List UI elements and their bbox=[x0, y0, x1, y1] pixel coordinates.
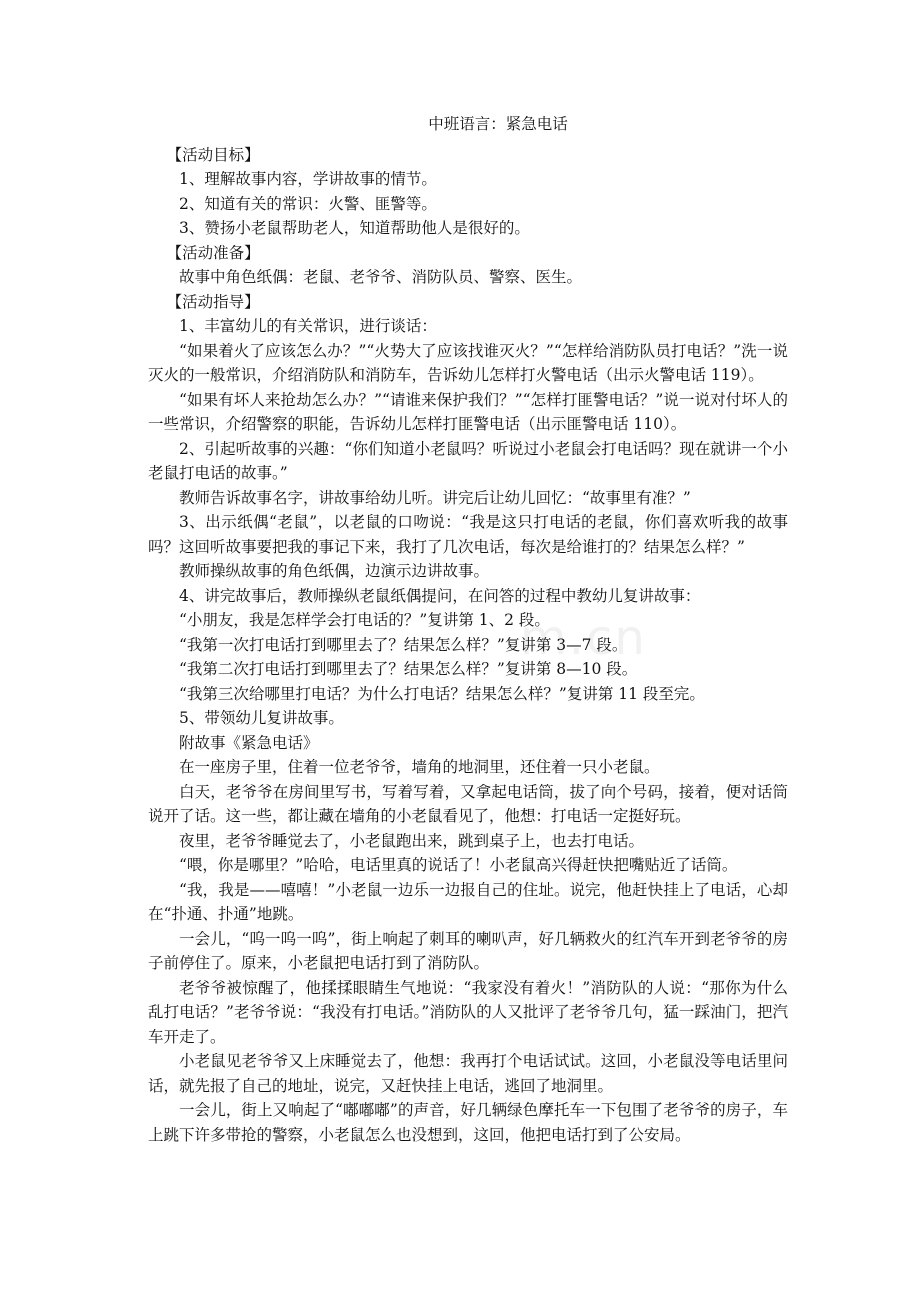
paragraph: 3、出示纸偶“老鼠”，以老鼠的口吻说：“我是这只打电话的老鼠，你们喜欢听我的故事吗？这回听故事要把我的事记下来，我打了几次电话，每次是给谁打的？结果怎么样？” bbox=[148, 513, 788, 556]
paragraph: 2、知道有关的常识：火警、匪警等。 bbox=[179, 194, 437, 213]
paragraph: 2、引起听故事的兴趣：“你们知道小老鼠吗？听说过小老鼠会打电话吗？现在就讲一个小老鼠打电话的故事。” bbox=[148, 439, 788, 482]
paragraph: 5、带领幼儿复讲故事。 bbox=[179, 709, 344, 727]
story-title: 附故事《紧急电话》 bbox=[179, 733, 319, 752]
paragraph: “如果有坏人来抢劫怎么办？”“请谁来保护我们？”“怎样打匪警电话？”说一说对付坏人的一些常识，介绍警察的职能，告诉幼儿怎样打匪警电话（出示匪警电话 110）。 bbox=[148, 390, 788, 433]
paragraph: “小朋友，我是怎样学会打电话的？”复讲第 1、2 段。 bbox=[179, 611, 550, 629]
paragraph: 1、丰富幼儿的有关常识，进行谈话： bbox=[179, 317, 437, 335]
paragraph: “我第一次打电话打到哪里去了？结果怎么样？”复讲第 3—7 段。 bbox=[179, 635, 628, 654]
paragraph: 夜里，老爷爷睡觉去了，小老鼠跑出来，跳到桌子上，也去打电话。 bbox=[179, 831, 645, 850]
watermark-text: m.cn bbox=[520, 610, 647, 666]
section-heading-prep: 【活动准备】 bbox=[166, 243, 260, 262]
paragraph: 老爷爷被惊醒了，他揉揉眼睛生气地说：“我家没有着火！”消防队的人说：“那你为什么乱打电话？”老爷爷说：“我没有打电话。”消防队的人又批评了老爷爷几句，猛一踩油门，把汽车开走了。 bbox=[148, 978, 788, 1046]
document-title: 中班语言：紧急电话 bbox=[428, 115, 568, 133]
paragraph: 教师告诉故事名字，讲故事给幼儿听。讲完后让幼儿回忆：“故事里有准？” bbox=[179, 488, 691, 507]
paragraph: 在一座房子里，住着一位老爷爷，墙角的地洞里，还住着一只小老鼠。 bbox=[179, 758, 660, 776]
paragraph: “我，我是——嘻嘻！”小老鼠一边乐一边报自己的住址。说完，他赶快挂上了电话，心却在“扑通、扑通”地跳。 bbox=[148, 880, 788, 923]
paragraph: “我第三次给哪里打电话？为什么打电话？结果怎么样？”复讲第 11 段至完。 bbox=[179, 684, 705, 703]
paragraph: “我第二次打电话打到哪里去了？结果怎么样？”复讲第 8—10 段。 bbox=[179, 660, 638, 678]
paragraph: 一会儿，“呜一呜一呜”，街上响起了刺耳的喇叭声，好几辆救火的红汽车开到老爷爷的房子前停住了。原来，小老鼠把电话打到了消防队。 bbox=[148, 929, 788, 972]
section-heading-guide: 【活动指导】 bbox=[166, 292, 260, 311]
paragraph: “喂，你是哪里？”哈哈，电话里真的说话了！小老鼠高兴得赶快把嘴贴近了话筒。 bbox=[179, 856, 738, 874]
paragraph: 3、赞扬小老鼠帮助老人，知道帮助他人是很好的。 bbox=[179, 219, 530, 237]
document-page bbox=[148, 112, 788, 1147]
paragraph: 4、讲完故事后，教师操纵老鼠纸偶提问，在问答的过程中教幼儿复讲故事： bbox=[179, 586, 701, 605]
paragraph: 小老鼠见老爷爷又上床睡觉去了，他想：我再打个电话试试。这回，小老鼠没等电话里问话，就先报了自己的地址，说完，又赶快挂上电话，逃回了地洞里。 bbox=[148, 1052, 788, 1095]
paragraph: 白天，老爷爷在房间里写书，写着写着，又拿起电话筒，拔了向个号码，接着，便对话筒说开了话。这一些，都让藏在墙角的小老鼠看见了，他想：打电话一定挺好玩。 bbox=[148, 782, 788, 825]
section-heading-goals: 【活动目标】 bbox=[166, 145, 260, 164]
paragraph: 1、理解故事内容，学讲故事的情节。 bbox=[179, 170, 437, 188]
paragraph: 教师操纵故事的角色纸偶，边演示边讲故事。 bbox=[179, 562, 490, 580]
paragraph: 一会儿，街上又响起了“嘟嘟嘟”的声音，好几辆绿色摩托车一下包围了老爷爷的房子，车上跳下许多带抢的警察，小老鼠怎么也没想到，这回，他把电话打到了公安局。 bbox=[148, 1101, 788, 1144]
paragraph: 故事中角色纸偶：老鼠、老爷爷、消防队员、警察、医生。 bbox=[179, 268, 583, 286]
paragraph: “如果着火了应该怎么办？”“火势大了应该找谁灭火？”“怎样给消防队员打电话？”洗一说灭火的一般常识，介绍消防队和消防车，告诉幼儿怎样打火警电话（出示火警电话 119）。 bbox=[148, 341, 788, 384]
